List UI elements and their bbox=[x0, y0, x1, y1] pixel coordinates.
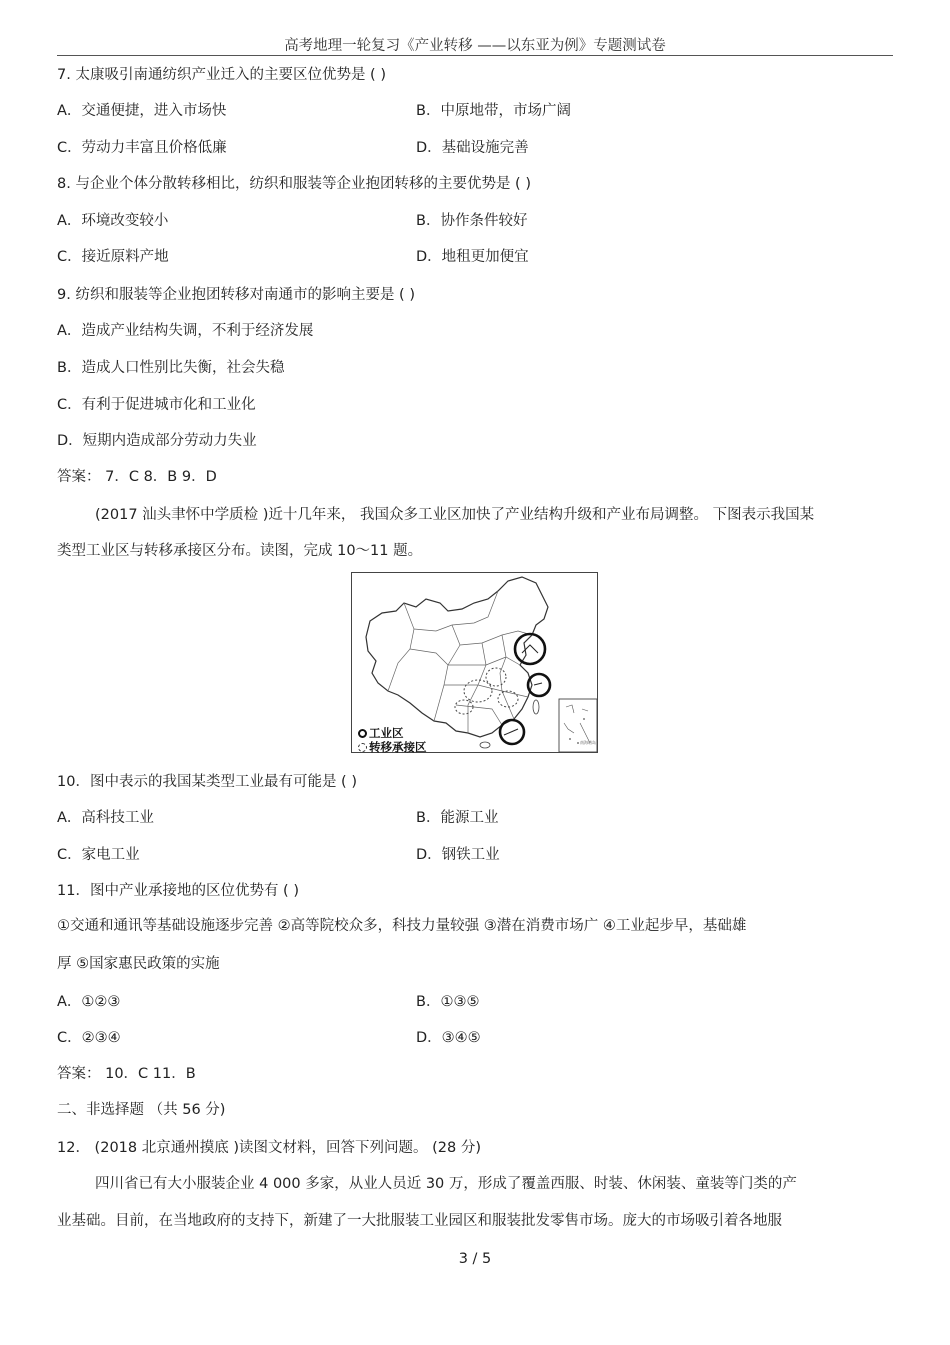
q11-stem: 11．图中产业承接地的区位优势有 ( ) bbox=[57, 883, 299, 899]
q7-option-b: B．中原地带，市场广阔 bbox=[416, 103, 571, 119]
q11-option-a: A．①②③ bbox=[57, 994, 121, 1010]
transfer-zone-1 bbox=[464, 680, 492, 702]
q11-option-c: C．②③④ bbox=[57, 1030, 121, 1046]
q9-stem: 9. 纺织和服装等企业抱团转移对南通市的影响主要是 ( ) bbox=[57, 287, 415, 303]
q8-option-a: A．环境改变较小 bbox=[57, 213, 169, 229]
q10-option-d: D．钢铁工业 bbox=[416, 847, 500, 863]
china-outline bbox=[366, 577, 548, 737]
q10-stem: 10．图中表示的我国某类型工业最有可能是 ( ) bbox=[57, 774, 357, 790]
q7-stem: 7. 太康吸引南通纺织产业迁入的主要区位优势是 ( ) bbox=[57, 67, 386, 83]
q10-option-c: C．家电工业 bbox=[57, 847, 140, 863]
industrial-zone-symbol-icon bbox=[358, 729, 367, 738]
q12-material-line-1: 四川省已有大小服装企业 4 000 多家，从业人员近 30 万，形成了覆盖西服、时装、休闲装、童装等门类的产 bbox=[95, 1176, 797, 1192]
q11-option-b: B．①③⑤ bbox=[416, 994, 480, 1010]
q9-option-d: D．短期内造成部分劳动力失业 bbox=[57, 433, 257, 449]
answer-10-11: 答案： 10．C 11．B bbox=[57, 1066, 196, 1082]
q8-option-c: C．接近原料产地 bbox=[57, 249, 169, 265]
legend-industrial-label: 工业区 bbox=[369, 726, 404, 740]
q11-option-d: D．③④⑤ bbox=[416, 1030, 481, 1046]
q12-material-line-2: 业基础。目前，在当地政府的支持下，新建了一大批服装工业园区和服装批发零售市场。庞大的市场吸引着各地服 bbox=[57, 1213, 782, 1229]
legend-transfer-label: 转移承接区 bbox=[369, 740, 427, 754]
q9-option-b: B．造成人口性别比失衡，社会失稳 bbox=[57, 360, 285, 376]
transfer-zone-2 bbox=[486, 668, 506, 686]
page-header: 高考地理一轮复习《产业转移 ——以东亚为例》专题测试卷 bbox=[284, 38, 666, 54]
q10-option-a: A．高科技工业 bbox=[57, 810, 154, 826]
answer-7-9: 答案： 7．C 8．B 9．D bbox=[57, 469, 217, 485]
section-heading: 二、非选择题 （共 56 分) bbox=[57, 1102, 226, 1118]
transfer-zone-symbol-icon bbox=[358, 743, 367, 752]
q10-option-b: B．能源工业 bbox=[416, 810, 499, 826]
q11-statements-line-1: ①交通和通讯等基础设施逐步完善 ②高等院校众多，科技力量较强 ③潜在消费市场广 ④工业起步早，基础雄 bbox=[57, 918, 747, 934]
q11-statements-line-2: 厚 ⑤国家惠民政策的实施 bbox=[57, 956, 220, 972]
q9-option-c: C．有利于促进城市化和工业化 bbox=[57, 397, 256, 413]
q9-option-a: A．造成产业结构失调，不利于经济发展 bbox=[57, 323, 314, 339]
page-number: 3 / 5 bbox=[458, 1251, 492, 1267]
legend-transfer-zone bbox=[358, 739, 427, 755]
q7-option-d: D．基础设施完善 bbox=[416, 140, 529, 156]
q7-option-a: A．交通便捷，进入市场快 bbox=[57, 103, 227, 119]
industrial-zone-east bbox=[528, 674, 550, 696]
china-industry-map bbox=[351, 572, 598, 753]
q8-option-b: B．协作条件较好 bbox=[416, 213, 528, 229]
header-rule bbox=[57, 55, 893, 56]
industrial-zone-north bbox=[515, 634, 545, 664]
q12-stem: 12． (2018 北京通州摸底 )读图文材料，回答下列问题。 (28 分) bbox=[57, 1140, 481, 1156]
q8-stem: 8. 与企业个体分散转移相比，纺织和服装等企业抱团转移的主要优势是 ( ) bbox=[57, 176, 531, 192]
transfer-zone-4 bbox=[455, 700, 473, 714]
intro-line-1: (2017 汕头聿怀中学质检 )近十几年来， 我国众多工业区加快了产业结构升级和产业布局调整。 下图表示我国某 bbox=[95, 507, 815, 523]
intro-line-2: 类型工业区与转移承接区分布。读图，完成 10～11 题。 bbox=[57, 543, 423, 559]
q7-option-c: C．劳动力丰富且价格低廉 bbox=[57, 140, 227, 156]
inset-label: 南海诸岛 bbox=[580, 740, 596, 745]
q8-option-d: D．地租更加便宜 bbox=[416, 249, 529, 265]
